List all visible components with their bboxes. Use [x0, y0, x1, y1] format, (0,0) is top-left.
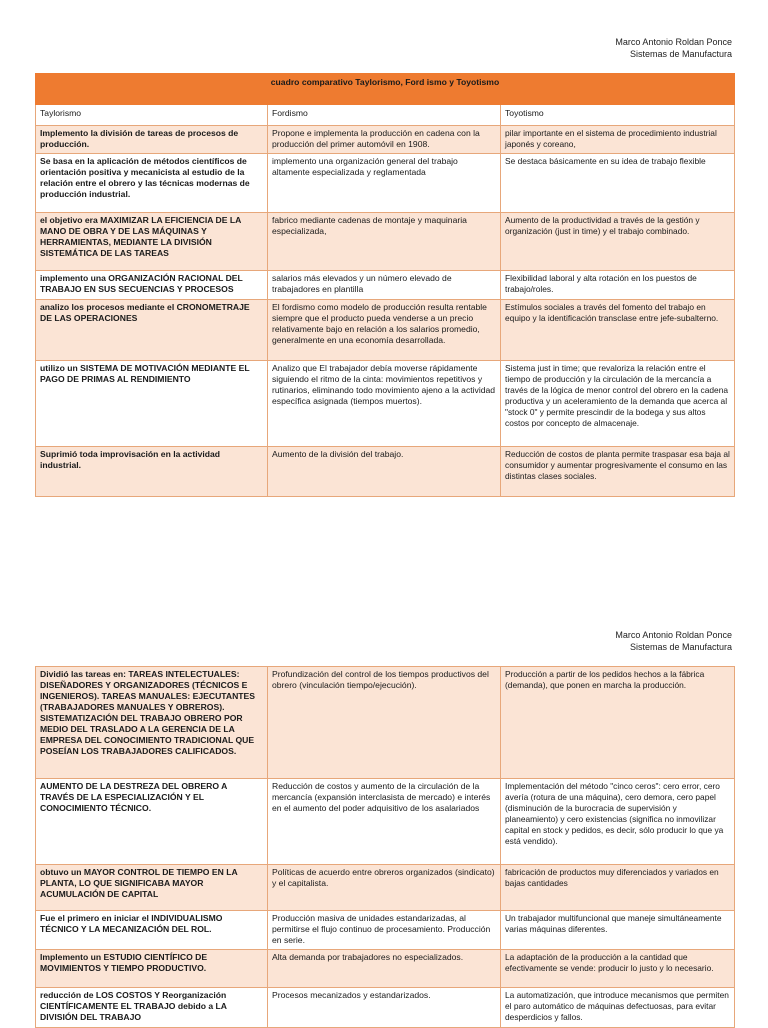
table-row	[36, 154, 735, 213]
toyotismo-cell: Se destaca básicamente en su idea de trabajo flexible	[501, 154, 735, 213]
table-row	[36, 361, 735, 447]
toyotismo-cell: La adaptación de la producción a la cantidad que efectivamente se vende: producir lo justo y lo necesario.	[501, 950, 735, 988]
comparison-table-continued	[35, 666, 735, 1028]
table-row	[36, 126, 735, 154]
page-header	[615, 629, 732, 653]
course-name: Sistemas de Manufactura	[629, 642, 732, 652]
toyotismo-cell: Estímulos sociales a través del fomento del trabajo en equipo y la identificación transclase entre jefe-subalterno.	[501, 300, 735, 361]
table-row	[36, 271, 735, 300]
taylorismo-cell: Dividió las tareas en: TAREAS INTELECTUALES: DISEÑADORES Y ORGANIZADORES (TÉCNICOS E INGENIEROS). TAREAS MANUALES: EJECUTANTES (TRABAJADORES MANUALES Y OBREROS). SISTEMATIZACIÓN DEL TRABAJO OBRERO POR MEDIO DEL TRASLADO A LA GERENCIA DE LA EMPRESA DEL CONOCIMIENTO TRADICIONAL QUE POSEÍAN LOS TRABAJADORES CALIFICADOS.	[36, 667, 268, 779]
taylorismo-cell: Suprimió toda improvisación en la actividad industrial.	[36, 447, 268, 497]
table-row	[36, 667, 735, 779]
table-header-row	[36, 105, 735, 126]
table-title: cuadro comparativo Taylorismo, Ford ismo y Toyotismo	[36, 74, 735, 105]
course-name: Sistemas de Manufactura	[629, 49, 732, 59]
fordismo-cell: Profundización del control de los tiempos productivos del obrero (vinculación tiempo/ejecución).	[268, 667, 501, 779]
column-header-toyotismo: Toyotismo	[501, 105, 735, 126]
fordismo-cell: Políticas de acuerdo entre obreros organizados (sindicato) y el capitalista.	[268, 865, 501, 911]
table-row	[36, 213, 735, 271]
column-header-taylorismo: Taylorismo	[36, 105, 268, 126]
author-name: Marco Antonio Roldan Ponce	[615, 630, 732, 640]
table-row	[36, 950, 735, 988]
fordismo-cell: salarios más elevados y un número elevado de trabajadores en plantilla	[268, 271, 501, 300]
toyotismo-cell: Reducción de costos de planta permite traspasar esa baja al consumidor y aumentar progresivamente el consumo en las distintas clases sociales.	[501, 447, 735, 497]
toyotismo-cell: Flexibilidad laboral y alta rotación en los puestos de trabajo/roles.	[501, 271, 735, 300]
fordismo-cell: Analizo que El trabajador debía moverse rápidamente siguiendo el ritmo de la cinta: movimientos repetitivos y rutinarios, eliminando todo movimiento ajeno a la actividad específica asignada (tiempos muertos).	[268, 361, 501, 447]
page-header	[615, 36, 732, 60]
toyotismo-cell: Un trabajador multifuncional que maneje simultáneamente varias máquinas diferentes.	[501, 911, 735, 950]
taylorismo-cell: AUMENTO DE LA DESTREZA DEL OBRERO A TRAVÉS DE LA ESPECIALIZACIÓN Y EL CONOCIMIENTO TÉCNICO.	[36, 779, 268, 865]
table-title-row	[36, 74, 735, 105]
fordismo-cell: Procesos mecanizados y estandarizados.	[268, 988, 501, 1028]
toyotismo-cell: fabricación de productos muy diferenciados y variados en bajas cantidades	[501, 865, 735, 911]
fordismo-cell: implemento una organización general del trabajo altamente especializada y reglamentada	[268, 154, 501, 213]
column-header-fordismo: Fordismo	[268, 105, 501, 126]
taylorismo-cell: utilizo un SISTEMA DE MOTIVACIÓN MEDIANTE EL PAGO DE PRIMAS AL RENDIMIENTO	[36, 361, 268, 447]
taylorismo-cell: analizo los procesos mediante el CRONOMETRAJE DE LAS OPERACIONES	[36, 300, 268, 361]
taylorismo-cell: implemento una ORGANIZACIÓN RACIONAL DEL TRABAJO EN SUS SECUENCIAS Y PROCESOS	[36, 271, 268, 300]
toyotismo-cell: Implementación del método "cinco ceros": cero error, cero avería (rotura de una máquina), cero demora, cero papel (disminución de la burocracia de supervisión y planeamiento) y cero existencias (significa no inmovilizar capital en stock y pedidos, es decir, sólo producir lo que ya está vendido).	[501, 779, 735, 865]
toyotismo-cell: Producción a partir de los pedidos hechos a la fábrica (demanda), que ponen en marcha la producción.	[501, 667, 735, 779]
fordismo-cell: Reducción de costos y aumento de la circulación de la mercancía (expansión interclasista de mercado) e interés en el aumento del poder adquisitivo de los asalariados	[268, 779, 501, 865]
fordismo-cell: Aumento de la división del trabajo.	[268, 447, 501, 497]
fordismo-cell: fabrico mediante cadenas de montaje y maquinaria especializada,	[268, 213, 501, 271]
fordismo-cell: Producción masiva de unidades estandarizadas, al permitirse el flujo continuo de procesamiento. Producción en serie.	[268, 911, 501, 950]
toyotismo-cell: pilar importante en el sistema de procedimiento industrial japonés y coreano,	[501, 126, 735, 154]
taylorismo-cell: el objetivo era MAXIMIZAR LA EFICIENCIA DE LA MANO DE OBRA Y DE LAS MÁQUINAS Y HERRAMIENTAS, MEDIANTE LA DIVISIÓN SISTEMÁTICA DE LAS TAREAS	[36, 213, 268, 271]
table-row	[36, 300, 735, 361]
taylorismo-cell: Implemento un ESTUDIO CIENTÍFICO DE MOVIMIENTOS Y TIEMPO PRODUCTIVO.	[36, 950, 268, 988]
author-name: Marco Antonio Roldan Ponce	[615, 37, 732, 47]
table-row	[36, 988, 735, 1028]
table-row	[36, 779, 735, 865]
table-row	[36, 911, 735, 950]
fordismo-cell: Alta demanda por trabajadores no especializados.	[268, 950, 501, 988]
taylorismo-cell: reducción de LOS COSTOS Y Reorganización CIENTÍFICAMENTE EL TRABAJO debido a LA DIVISIÓN DEL TRABAJO	[36, 988, 268, 1028]
toyotismo-cell: La automatización, que introduce mecanismos que permiten el paro automático de máquinas defectuosas, para evitar desperdicios y fallos.	[501, 988, 735, 1028]
taylorismo-cell: Se basa en la aplicación de métodos científicos de orientación positiva y mecanicista al estudio de la relación entre el obrero y las técnicas modernas de producción industrial.	[36, 154, 268, 213]
taylorismo-cell: Fue el primero en iniciar el INDIVIDUALISMO TÉCNICO Y LA MECANIZACIÓN DEL ROL.	[36, 911, 268, 950]
toyotismo-cell: Sistema just in time; que revaloriza la relación entre el tiempo de producción y la circulación de la mercancía a través de la lógica de menor control del obrero en la cadena productiva y un aceleramiento de la demanda que acerca al "stock 0" y permite prescindir de la bodega y sus altos costos por concepto de almacenaje.	[501, 361, 735, 447]
taylorismo-cell: Implemento la división de tareas de procesos de producción.	[36, 126, 268, 154]
fordismo-cell: El fordismo como modelo de producción resulta rentable siempre que el producto pueda venderse a un precio relativamente bajo en relación a los salarios promedio, generalmente en una economía desarrollada.	[268, 300, 501, 361]
taylorismo-cell: obtuvo un MAYOR CONTROL DE TIEMPO EN LA PLANTA, LO QUE SIGNIFICABA MAYOR ACUMULACIÓN DE CAPITAL	[36, 865, 268, 911]
table-row	[36, 865, 735, 911]
table-row	[36, 447, 735, 497]
toyotismo-cell: Aumento de la productividad a través de la gestión y organización (just in time) y el trabajo combinado.	[501, 213, 735, 271]
fordismo-cell: Propone e implementa la producción en cadena con la producción del primer automóvil en 1908.	[268, 126, 501, 154]
comparison-table	[35, 73, 735, 497]
